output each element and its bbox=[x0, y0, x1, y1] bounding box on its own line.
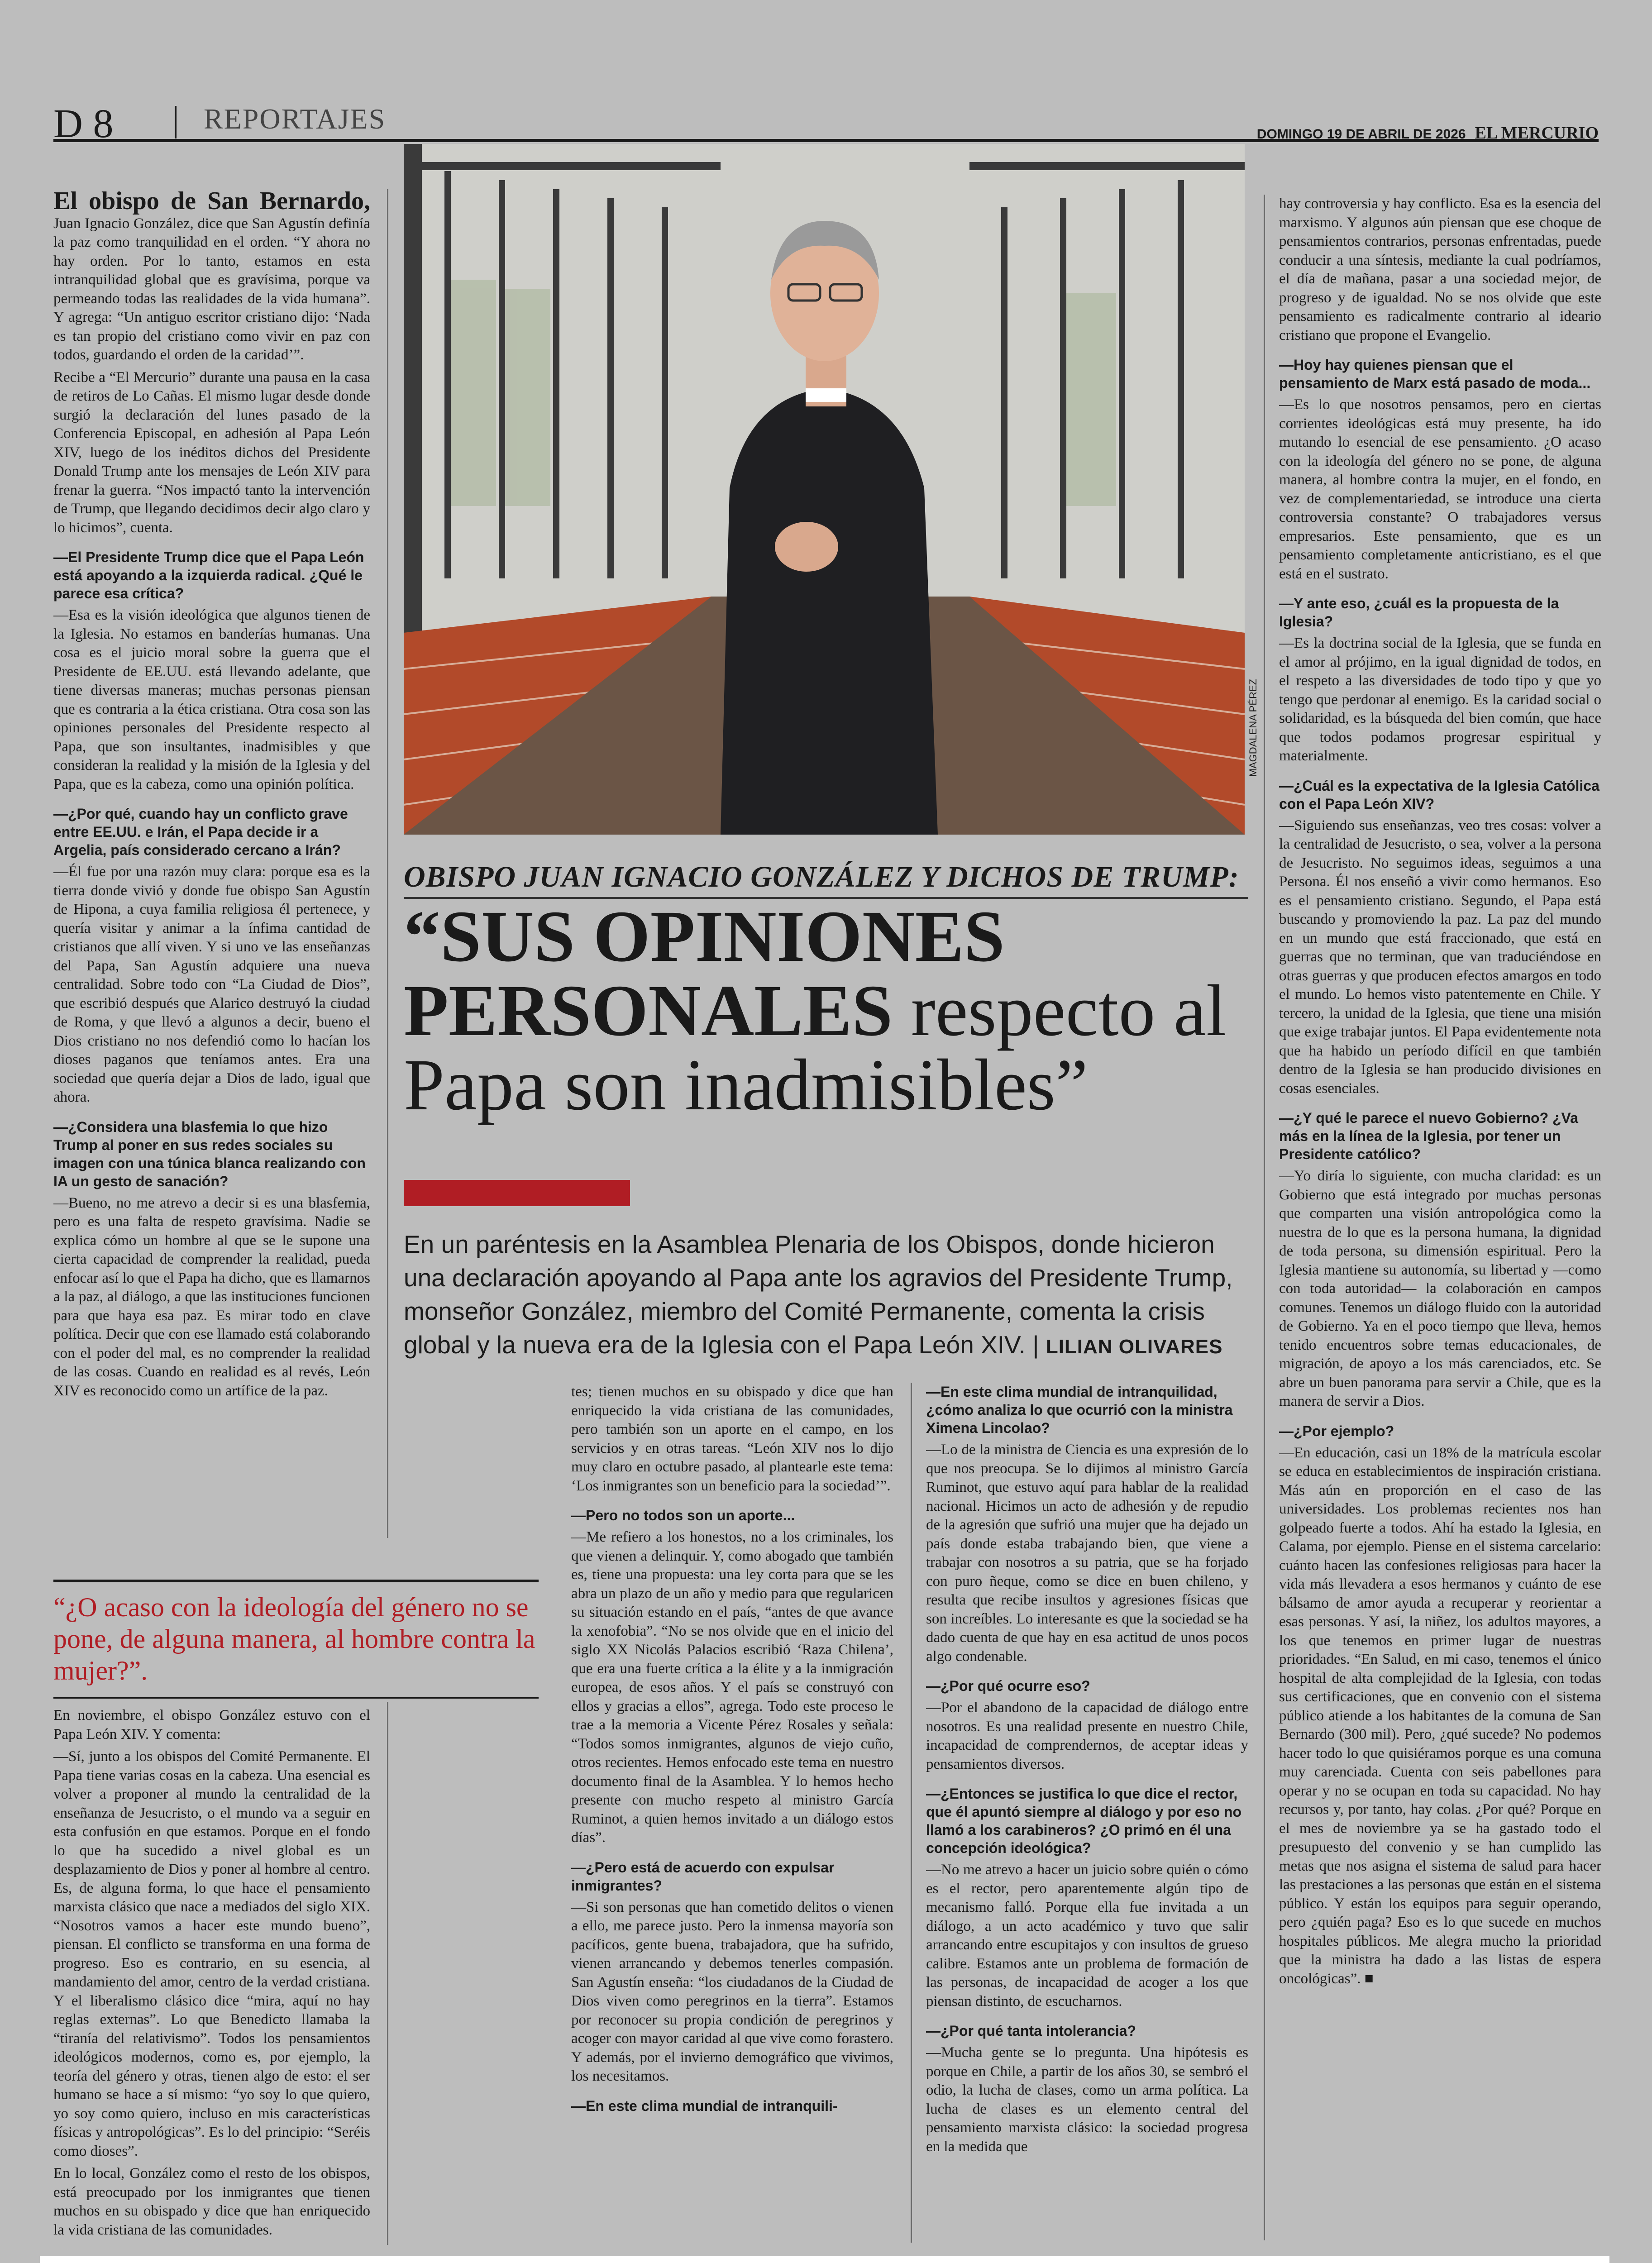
col1b-paragraph-2: —Sí, junto a los obispos del Comité Permanente. El Papa tiene varias cosas en la cabeza. Una esencial es volver a proponer al mundo la centralidad de la enseñanza de Jesucristo, o el mundo va a seguir en esta confusión en que estamos. Porque en el fondo lo que ha sucedido a nivel global es un desplazamiento de Dios y poner al hombre al centro. Es, de alguna forma, lo que hace el pensamiento marxista clásico que nace a mediados del siglo XIX. “Nosotros vamos a hacer este mundo bueno”, piensan. El conflicto se transforma en una forma de progreso. Eso es contrario, en su esencia, al mandamiento del amor, centro de la verdad cristiana. Y el liberalismo clásico dice “mira, aquí no hay reglas externas”. Lo que Benedicto llamaba la “tiranía del relativismo”. Todos los pensamientos ideológicos modernos, como es, por ejemplo, la teoría del género y otras, tienen algo de esto: el ser humano se hace a sí mismo: “yo soy lo que quiero, yo soy como quiero, incluso en mis características físicas y antropológicas”. Es lo del principio: “Seréis como dioses”. bbox=[53, 1748, 370, 2159]
bishop-photo-illustration bbox=[404, 144, 1245, 835]
column-rule bbox=[1264, 195, 1265, 2240]
answer-3: —Bueno, no me atrevo a decir si es una blasfemia, pero es una falta de respeto gravísima. Nadie se explica cómo un hombre al que se le supone una cierta capacidad de comprender la realidad, pueda enfocar así lo que el Papa ha dicho, que es llamarnos a la paz, al diálogo, a que las instituciones funcionen para que haya esa paz. Es mirar todo en clave política. Decir que con ese llamado está colaborando con el poder del mal, es no comprender la realidad de las cosas. Cuando en realidad es al revés, León XIV es reconocido como un artífice de la paz. bbox=[53, 1194, 370, 1399]
headline-regular: respecto al Papa son inadmisibles” bbox=[404, 970, 1227, 1126]
col1b-paragraph-3: En lo local, González como el resto de los obispos, está preocupado por los inmigrantes que tienen muchos en su obispado y dice que han enriquecido la vida cristiana de las comunidades. bbox=[53, 2165, 370, 2238]
article-column-1 bbox=[53, 189, 370, 1556]
answer-7: —Por el abandono de la capacidad de diálogo entre nosotros. Es una realidad presente en nuestro Chile, incapacidad de comprendernos, de aceptar ideas y pensamientos diversos. bbox=[926, 1700, 1248, 1772]
deck bbox=[404, 1227, 1246, 1364]
question-4: —Pero no todos son un aporte... bbox=[571, 1507, 795, 1523]
header-date: DOMINGO 19 DE ABRIL DE 2026 bbox=[1256, 127, 1466, 142]
question-1: —El Presidente Trump dice que el Papa León está apoyando a la izquierda radical. ¿Qué le parece esa crítica? bbox=[53, 549, 364, 602]
col1b-paragraph-1: En noviembre, el obispo González estuvo con el Papa León XIV. Y comenta: bbox=[53, 1707, 370, 1743]
answer-13: —Yo diría lo siguiente, con mucha claridad: es un Gobierno que está integrado por muchas personas que comparten una visión antropológica como la nuestra de lo que es la persona humana, la dignidad de toda persona, su dimensión espiritual. Pero la Iglesia mantiene su autonomía, su libertad y —como con toda autoridad— la colaboración en campos comunes. Tenemos un diálogo fluido con la autoridad de Gobierno. Ya en el poco tiempo que lleva, hemos tenido encuentros sobre temas educacionales, de migración, de apoyo a los más carenciados, etc. Se abre un buen panorama para servir a Chile, que es la manera de servir a Dios. bbox=[1279, 1168, 1601, 1409]
headline-bold: “SUS OPINIONES PERSONALES bbox=[404, 896, 1005, 1051]
question-8: —¿Entonces se justifica lo que dice el rector, que él apuntó siempre al diálogo y por eso no llamó a los carabineros? ¿O primó en él una concepción ideológica? bbox=[926, 1786, 1241, 1856]
answer-2: —Él fue por una razón muy clara: porque esa es la tierra donde vivió y donde fue obispo San Agustín de Hipona, a cuya familia religiosa él pertenece, y quería visitar y animar a la ínfima cantidad de cristianos que allí viven. Y si uno ve las enseñanzas del Papa, San Agustín adquiere una nueva centralidad. Sobre todo con “La Ciudad de Dios”, que escribió después que Alarico destruyó la ciudad de Roma, y que llevó a algunos a decir, bueno el Dios cristiano no nos defendió como lo hacían los dioses paganos que teníamos antes. Era una sociedad que quería dejar a Dios de lado, igual que ahora. bbox=[53, 864, 370, 1105]
column-rule bbox=[387, 189, 388, 1538]
answer-8: —No me atrevo a hacer un juicio sobre quién o cómo es el rector, pero aparentemente algún tipo de mecanismo falló. Porque ella fue invitada a un diálogo, a un acto académico y tuvo que salir arrancando entre escupitajos y con insultos de grueso calibre. Estamos ante un problema de formación de las personas, de incapacidad de acoger a los que piensan distinto, de escucharnos. bbox=[926, 1862, 1248, 2010]
answer-12: —Siguiendo sus enseñanzas, veo tres cosas: volver a la centralidad de Jesucristo, o sea, volver a la persona de Jesucristo. No seguimos ideas, seguimos a una Persona. Él nos enseñó a vivir como hermanos. Eso es el pensamiento cristiano. Segundo, el Papa está buscando y promoviendo la paz. La paz del mundo en un mundo que está fraccionado, que está en guerras que no terminan, que van traduciéndose en otras guerras y que producen efectos amargos en todo el mundo. Lo hemos visto patentemente en Chile. Y tercero, la unidad de la Iglesia, que tiene una misión que exige trabajar juntos. El Papa evidentemente nota que ha habido un período difícil en que también dentro de la Iglesia se han producido divisiones en cosas esenciales. bbox=[1279, 817, 1601, 1097]
pull-quote: “¿O acaso con la ideología del género no se pone, de alguna manera, al hombre contra la mujer?”. bbox=[53, 1580, 539, 1699]
question-6: —En este clima mundial de intranquilidad, ¿cómo analiza lo que ocurrió con la ministra Ximena Lincolao? bbox=[926, 1384, 1233, 1436]
lead-title: El obispo de San Bernardo, bbox=[53, 189, 370, 215]
article-column-2 bbox=[571, 1383, 893, 2238]
question-5: —¿Pero está de acuerdo con expulsar inmigrantes? bbox=[571, 1859, 835, 1894]
newspaper-name: EL MERCURIO bbox=[1475, 124, 1599, 143]
bishop-photo bbox=[404, 144, 1245, 835]
question-3: —¿Considera una blasfemia lo que hizo Trump al poner en sus redes sociales su imagen con una túnica blanca realizando con IA un gesto de sanación? bbox=[53, 1118, 366, 1189]
question-10: —Hoy hay quienes piensan que el pensamiento de Marx está pasado de moda... bbox=[1279, 357, 1591, 391]
answer-4: —Me refiero a los honestos, no a los criminales, los que vienen a delinquir. Y, como abogado que también es, tiene una propuesta: una ley corta para que se les abra un plazo de un año y medio para que regularicen su situación estando en el país, “antes de que avance la xenofobia”. “No se nos olvide que en el inicio del siglo XX Nicolás Palacios escribió ‘Raza Chilena’, que era una fuerte crítica a la élite y a la inmigración europea, de esos años. Y el país se construyó con ellos y gracias a ellos”, agrega. Todo este proceso le trae a la memoria a Vicente Pérez Rosales y señala: “Todos somos inmigrantes, algunos de viejo cuño, otros recientes. Hemos enfocado este tema en nuestro documento final de la Asamblea. Y lo hemos hecho presente con mucho respeto al ministro García Ruminot, a quien hemos invitado a un diálogo estos días”. bbox=[571, 1529, 893, 1846]
headline bbox=[404, 896, 1248, 1126]
deck-text: En un paréntesis en la Asamblea Plenaria de los Obispos, donde hicieron una declaración apoyando al Papa ante los agravios del Presidente Trump, monseñor González, miembro del Comité Permanente, comenta la crisis global y la nueva era de la Iglesia con el Papa León XIV. | bbox=[404, 1230, 1233, 1359]
question-11: —Y ante eso, ¿cuál es la propuesta de la Iglesia? bbox=[1279, 595, 1559, 630]
article-column-1-bottom bbox=[53, 1706, 370, 2245]
question-2: —¿Por qué, cuando hay un conflicto grave entre EE.UU. e Irán, el Papa decide ir a Argelia, país considerado cercano a Irán? bbox=[53, 806, 348, 858]
page-number: D 8 bbox=[53, 101, 114, 146]
column-rule bbox=[911, 1383, 912, 2243]
answer-1: —Esa es la visión ideológica que algunos tienen de la Iglesia. No estamos en banderías humanas. Una cosa es el juicio moral sobre la guerra que el Presidente de EE.UU. está llevando adelante, que tiene diversas maneras; muchas personas piensan que es contraria a la ética cristiana. Otra cosa son las opiniones personales del Presidente respecto al Papa, que son insultantes, inadmisibles y que consideran la realidad y la misión de la Iglesia y del Papa, que es la cabeza, como una opinión política. bbox=[53, 607, 370, 793]
question-9: —¿Por qué tanta intolerancia? bbox=[926, 2023, 1136, 2039]
answer-14: —En educación, casi un 18% de la matrícula escolar se educa en establecimientos de inspiración cristiana. Más aún en proporción en el caso de las universidades. Los problemas recientes nos han golpeado fuerte a todos. Ahí ha estado la Iglesia, en Calama, por ejemplo. Piense en el sistema carcelario: cuánto hacen las confesiones religiosas para hacer la vida más llevadera a esos hermanos y cuánto de ese bálsamo de amor ayuda a recuperar y reorientar a esas personas. Y así, la niñez, los adultos mayores, a los que tenemos en primer lugar de nuestras prioridades. “En Salud, en mi caso, tenemos el único hospital de alta complejidad de la Iglesia, con todas sus certificaciones, que en convenio con el sistema público atiende a los habitantes de la comuna de San Bernardo (300 mil). Pero, ¿qué sucede? No podemos hacer todo lo que quisiéramos porque es una comuna muy carenciada. Cuenta con seis pabellones para operar y no se ocupan en toda su capacidad. No hay recursos y, por tanto, hay colas. ¿Por qué? Porque en el mes de noviembre ya se ha gastado todo el presupuesto del convenio y se han cumplido las metas que nos asigna el sistema de salud para hacer las prestaciones a las personas que están en el sistema público. Y están los equipos para seguir operando, pero ¿quién paga? Eso es lo que sucede en muchos hospitales públicos. Me alegra mucho la prioridad que la ministra ha dado a las listas de espera oncológicas”. ■ bbox=[1279, 1444, 1601, 1987]
col1-paragraph-2: Recibe a “El Mercurio” durante una pausa en la casa de retiros de Lo Cañas. El mismo lugar desde donde surgió la declaración del lunes pasado de la Conferencia Episcopal, en adhesión al Papa León XIV, luego de los inéditos dichos del Presidente Donald Trump ante los mensajes de León XIV para frenar la guerra. “Nos impactó tanto la intervención de Trump, que llegando decidimos decir algo claro y lo hicimos”, cuenta. bbox=[53, 369, 370, 536]
photo-credit: MAGDALENA PÉREZ bbox=[1247, 679, 1259, 777]
col1-paragraph-1: Juan Ignacio González, dice que San Agustín definía la paz como tranquilidad en el orden. “Y ahora no hay orden. Por lo tanto, estamos en esta intranquilidad global que es gravísima, porque va permeando todas las realidades de la vida humana”. Y agrega: “Un antiguo escritor cristiano dijo: ‘Nada es tan propio del cristiano como vivir en paz con todos, guardando el orden de la caridad’”. bbox=[53, 215, 370, 363]
col2-paragraph-1: tes; tienen muchos en su obispado y dice que han enriquecido la vida cristiana de las comunidades, pero también son un aporte en el campo, en los servicios y en otras tareas. “León XIV nos lo dijo muy claro en octubre pasado, al plantearle este tema: ‘Los inmigrantes son un beneficio para la sociedad’”. bbox=[571, 1384, 893, 1494]
question-14: —¿Por ejemplo? bbox=[1279, 1423, 1394, 1439]
column-rule bbox=[387, 1702, 388, 2245]
kicker: OBISPO JUAN IGNACIO GONZÁLEZ Y DICHOS DE TRUMP: bbox=[404, 860, 1248, 899]
answer-6: —Lo de la ministra de Ciencia es una expresión de lo que nos preocupa. Se lo dijimos al ministro García Ruminot, que estuvo aquí para hablar de la realidad nacional. Hicimos un acto de adhesión y de repudio de la agresión que sufrió una mujer que ha dejado un país donde estaba trabajando bien, que viene a trabajar con nosotros a su patria, que se ha forjado con puro ñeque, como se dice en buen chileno, y resulta que recibe insultos y agresiones físicas que son increíbles. Lo interesante es que la sociedad se ha dado cuenta de que hay en esa actitud de unos pocos algo condenable. bbox=[926, 1442, 1248, 1665]
question-13: —¿Y qué le parece el nuevo Gobierno? ¿Va más en la línea de la Iglesia, por tener un Presidente católico? bbox=[1279, 1110, 1578, 1162]
byline: LILIAN OLIVARES bbox=[1046, 1336, 1223, 1358]
section-name: REPORTAJES bbox=[204, 103, 386, 135]
opinion-section bbox=[40, 2256, 1609, 2263]
answer-5: —Si son personas que han cometido delitos o vienen a ello, me parece justo. Pero la inmensa mayoría son pacíficos, gente buena, trabajadora, que ha sufrido, vienen arrancando y debemos tenerles compasión. San Agustín enseña: “los ciudadanos de la Ciudad de Dios viven como peregrinos en la tierra”. Estamos por reconocer su propia condición de peregrinos y acoger con mayor caridad al que vive como forastero. Y además, por el invierno demográfico que vivimos, los necesitamos. bbox=[571, 1899, 893, 2084]
question-7: —¿Por qué ocurre eso? bbox=[926, 1678, 1090, 1694]
red-accent-bar bbox=[404, 1180, 630, 1206]
page-header bbox=[53, 100, 1599, 146]
question-12: —¿Cuál es la expectativa de la Iglesia Católica con el Papa León XIV? bbox=[1279, 777, 1599, 812]
article-column-3 bbox=[926, 1383, 1248, 2238]
answer-10: —Es lo que nosotros pensamos, pero en ciertas corrientes ideológicas está muy presente, ha ido mutando lo esencial de ese pensamiento. ¿O acaso con la ideología del género no se pone, de alguna manera, al hombre contra la mujer, en el fondo, en vez de complementariedad, se introduce una cierta controversia constante? O trabajadores versus empresarios. Este pensamiento, que es un pensamiento completamente anticristiano, es el que está en el sustrato. bbox=[1279, 396, 1601, 582]
col4-paragraph-1: hay controversia y hay conflicto. Esa es la esencia del marxismo. Y algunos aún piensan que ese choque de pensamientos contrarios, personas enfrentadas, puede conducir a una síntesis, mediante la cual podríamos, el día de mañana, pasar a una sociedad mejor, de progreso y de igualdad. No se nos olvide que este pensamiento es radicalmente contrario al ideario cristiano que propone el Evangelio. bbox=[1279, 196, 1601, 344]
answer-11: —Es la doctrina social de la Iglesia, que se funda en el amor al prójimo, en la igual dignidad de todos, en el respeto a las diversidades de todo tipo y que yo tengo que perdonar al enemigo. Es la caridad social o solidaridad, es la búsqueda del bien común, que hace que todos podamos progresar espiritual y materialmente. bbox=[1279, 635, 1601, 764]
header-dateline bbox=[1257, 123, 1599, 143]
article-column-4 bbox=[1279, 195, 1601, 2240]
header-divider bbox=[175, 106, 177, 138]
question-6-start: —En este clima mundial de intranquili- bbox=[571, 2097, 838, 2114]
answer-9: —Mucha gente se lo pregunta. Una hipótesis es porque en Chile, a partir de los años 30, se sembró el odio, la lucha de clases, como un arma política. La lucha de clases es un elemento central del pensamiento marxista clásico: la sociedad progresa en la medida que bbox=[926, 2044, 1248, 2155]
